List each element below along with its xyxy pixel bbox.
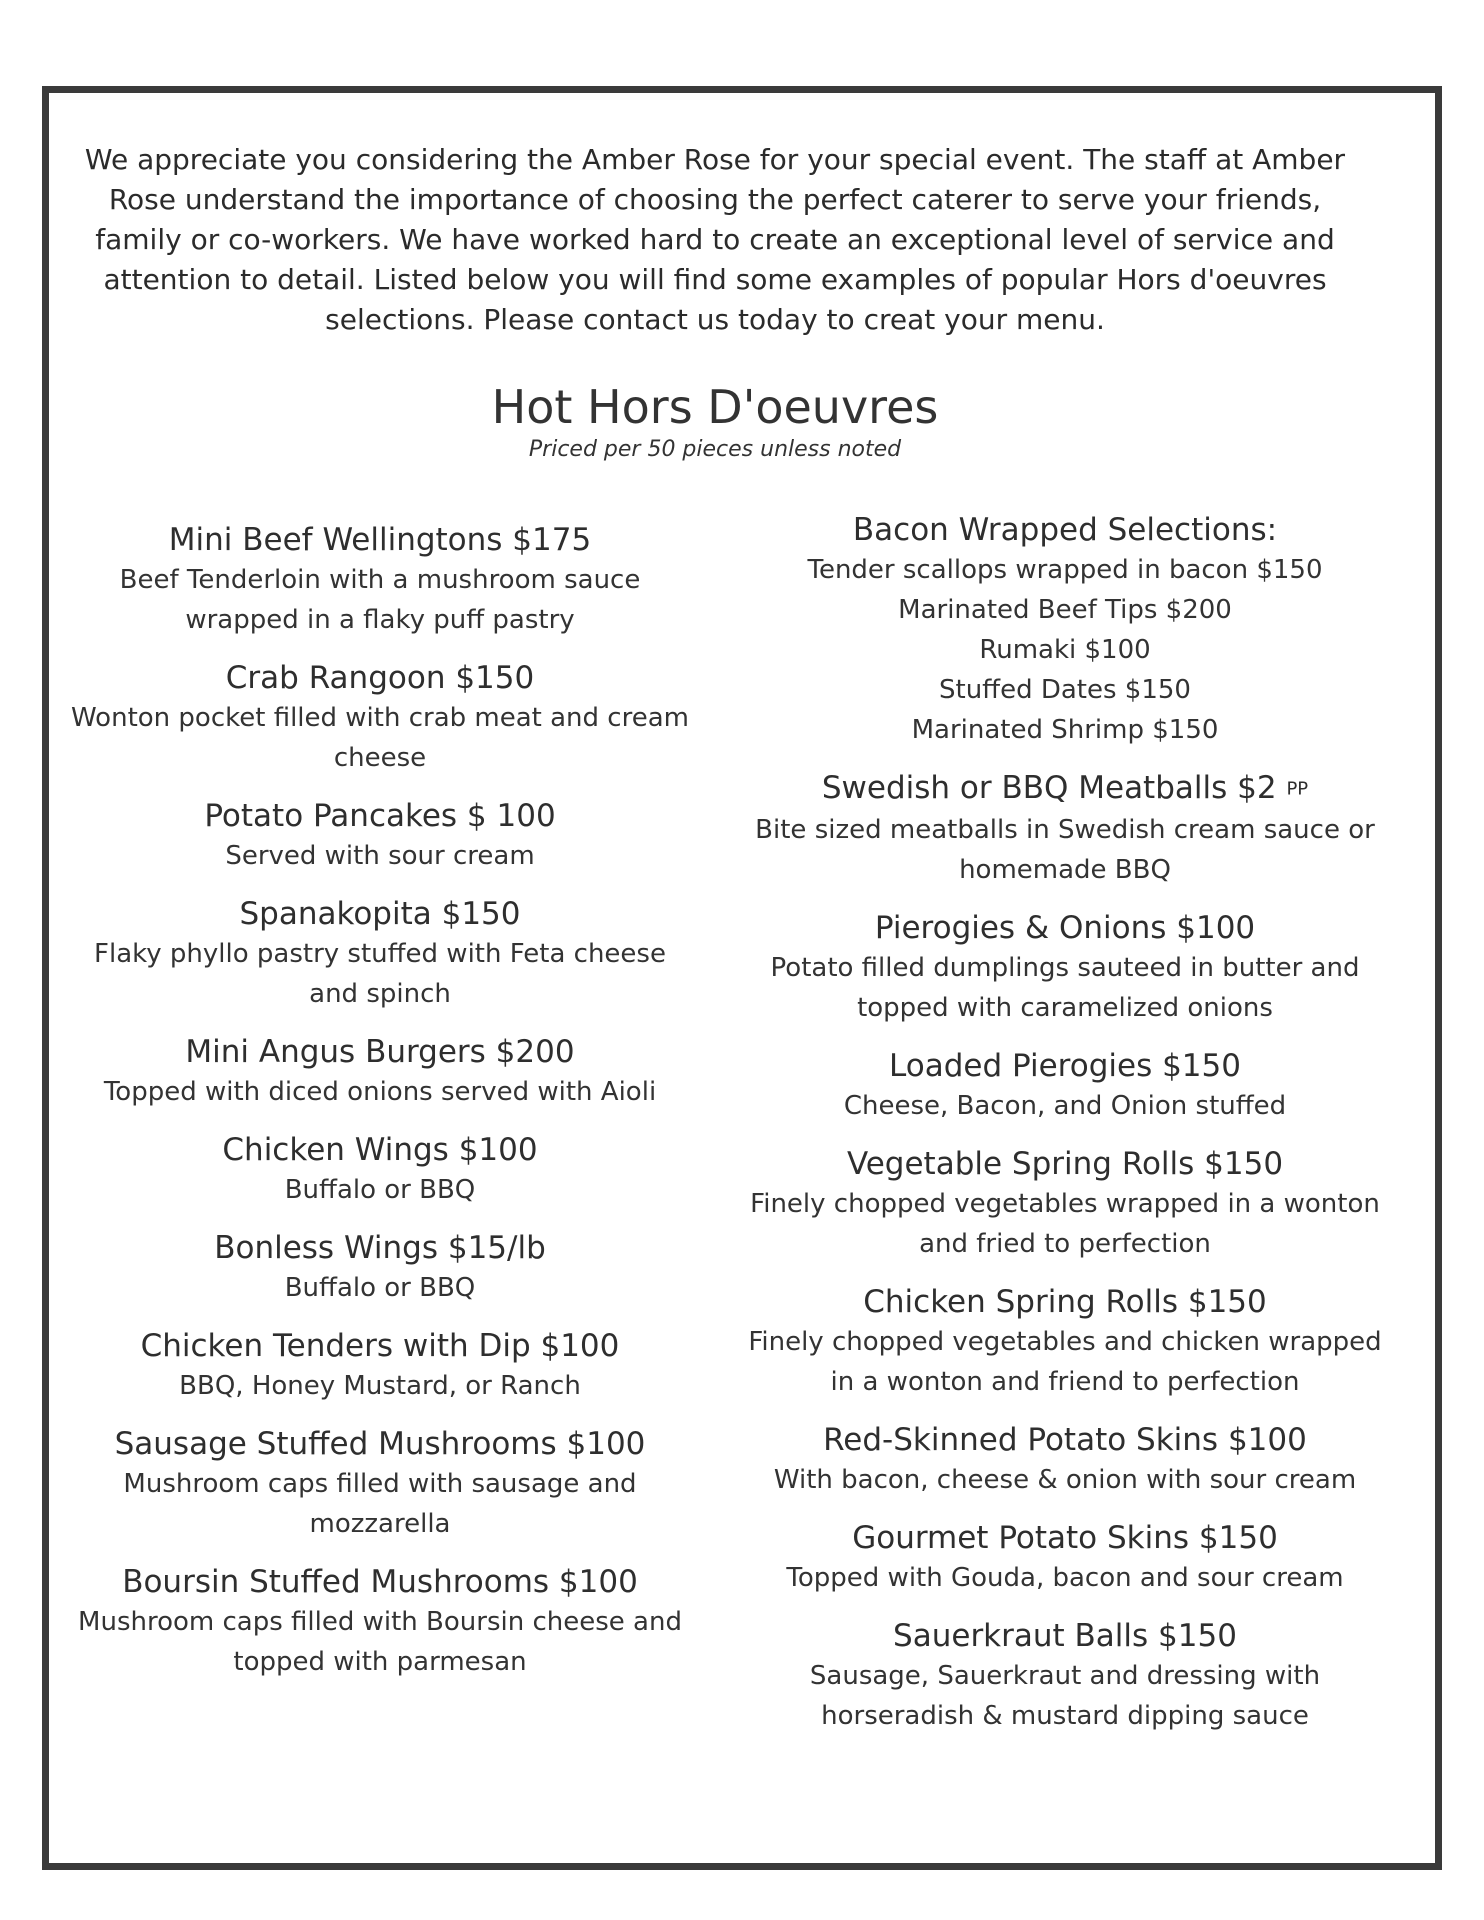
item-description: Flaky phyllo pastry stuffed with Feta cheese and spinch	[94, 939, 666, 1009]
item-title: Spanakopita $150	[239, 896, 521, 932]
item-description: Finely chopped vegetables and chicken wrapped in a wonton and friend to perfection	[748, 1326, 1382, 1397]
menu-item	[70, 520, 690, 640]
item-title: Chicken Tenders with Dip $100	[140, 1328, 620, 1364]
menu-item	[740, 1144, 1390, 1264]
menu-item	[740, 1282, 1390, 1402]
bacon-line: Rumaki $100	[979, 635, 1151, 665]
menu-item	[70, 894, 690, 1014]
menu-item	[740, 1616, 1390, 1736]
section-title: Hot Hors D'oeuvres	[491, 380, 939, 434]
meatballs-title: Swedish or BBQ Meatballs $2	[821, 770, 1277, 806]
item-description: Potato filled dumplings sauteed in butter and topped with caramelized onions	[770, 952, 1360, 1023]
item-title: Boursin Stuffed Mushrooms $100	[122, 1564, 638, 1600]
menu-item	[70, 796, 690, 876]
item-title: Pierogies & Onions $100	[874, 909, 1256, 946]
item-title: Bonless Wings $15/lb	[214, 1230, 546, 1266]
bacon-wrapped-group	[740, 510, 1390, 750]
per-person-label: PP	[1286, 778, 1309, 800]
menu-item	[70, 1326, 690, 1406]
item-description: With bacon, cheese & onion with sour cream	[773, 1464, 1357, 1495]
item-description: Wonton pocket filled with crab meat and cream cheese	[71, 703, 689, 773]
bacon-line: Marinated Beef Tips $200	[898, 595, 1232, 625]
item-title: Mini Angus Burgers $200	[185, 1034, 575, 1070]
menu-item	[740, 908, 1390, 1028]
section-subtitle: Priced per 50 pieces unless noted	[528, 437, 902, 462]
item-title: Potato Pancakes $ 100	[204, 798, 556, 834]
item-description: Topped with Gouda, bacon and sour cream	[786, 1562, 1344, 1593]
menu-item	[740, 1518, 1390, 1598]
item-title: Vegetable Spring Rolls $150	[846, 1145, 1284, 1182]
intro-paragraph: We appreciate you considering the Amber Rose for your special event. The staff at Amber Rose understand the importance of choosing the perfect caterer to serve your friends, family or co-workers. We have worked hard to create an exceptional level of service and attention to detail. Listed below you will find some examples of popular Hors d'oeuvres selections. Please contact us today to creat your menu.	[84, 143, 1346, 336]
item-title: Gourmet Potato Skins $150	[852, 1519, 1278, 1556]
item-description: Finely chopped vegetables wrapped in a wonton and fried to perfection	[750, 1188, 1380, 1259]
item-title: Mini Beef Wellingtons $175	[168, 522, 592, 558]
menu-item	[70, 658, 690, 778]
item-description: Sausage, Sauerkraut and dressing with horseradish & mustard dipping sauce	[809, 1660, 1321, 1731]
item-title: Crab Rangoon $150	[225, 660, 535, 696]
left-menu-column	[70, 520, 690, 1700]
bacon-line: Marinated Shrimp $150	[911, 715, 1219, 745]
item-title: Bacon Wrapped Selections:	[852, 512, 1278, 548]
item-description: Served with sour cream	[225, 841, 535, 871]
menu-item	[70, 1424, 690, 1544]
item-description: Beef Tenderloin with a mushroom sauce wrapped in a flaky puff pastry	[119, 565, 641, 635]
menu-item	[70, 1032, 690, 1112]
bacon-line: Tender scallops wrapped in bacon $150	[807, 555, 1323, 585]
item-title: Chicken Spring Rolls $150	[863, 1283, 1267, 1320]
item-description: BBQ, Honey Mustard, or Ranch	[179, 1371, 581, 1401]
menu-item	[70, 1562, 690, 1682]
item-description: Buffalo or BBQ	[284, 1175, 476, 1205]
item-title: Sauerkraut Balls $150	[893, 1617, 1237, 1654]
item-description: Topped with diced onions served with Aioli	[103, 1077, 657, 1107]
menu-item	[740, 1420, 1390, 1500]
menu-item	[70, 1228, 690, 1308]
right-menu-column	[740, 510, 1390, 1754]
menu-item	[70, 1130, 690, 1210]
item-title: Red-Skinned Potato Skins $100	[823, 1421, 1307, 1458]
item-description: Bite sized meatballs in Swedish cream sauce or homemade BBQ	[755, 814, 1375, 885]
menu-item	[740, 768, 1390, 890]
item-description: Mushroom caps filled with Boursin cheese and topped with parmesan	[78, 1607, 682, 1677]
item-title: Chicken Wings $100	[222, 1132, 538, 1168]
item-title: Sausage Stuffed Mushrooms $100	[114, 1426, 646, 1462]
menu-item	[740, 1046, 1390, 1126]
item-title: Loaded Pierogies $150	[889, 1047, 1241, 1084]
bacon-line: Stuffed Dates $150	[939, 675, 1191, 705]
item-description: Buffalo or BBQ	[284, 1273, 476, 1303]
item-description: Mushroom caps filled with sausage and mozzarella	[123, 1469, 637, 1539]
item-title	[740, 768, 1390, 810]
item-description: Cheese, Bacon, and Onion stuffed	[843, 1090, 1287, 1121]
